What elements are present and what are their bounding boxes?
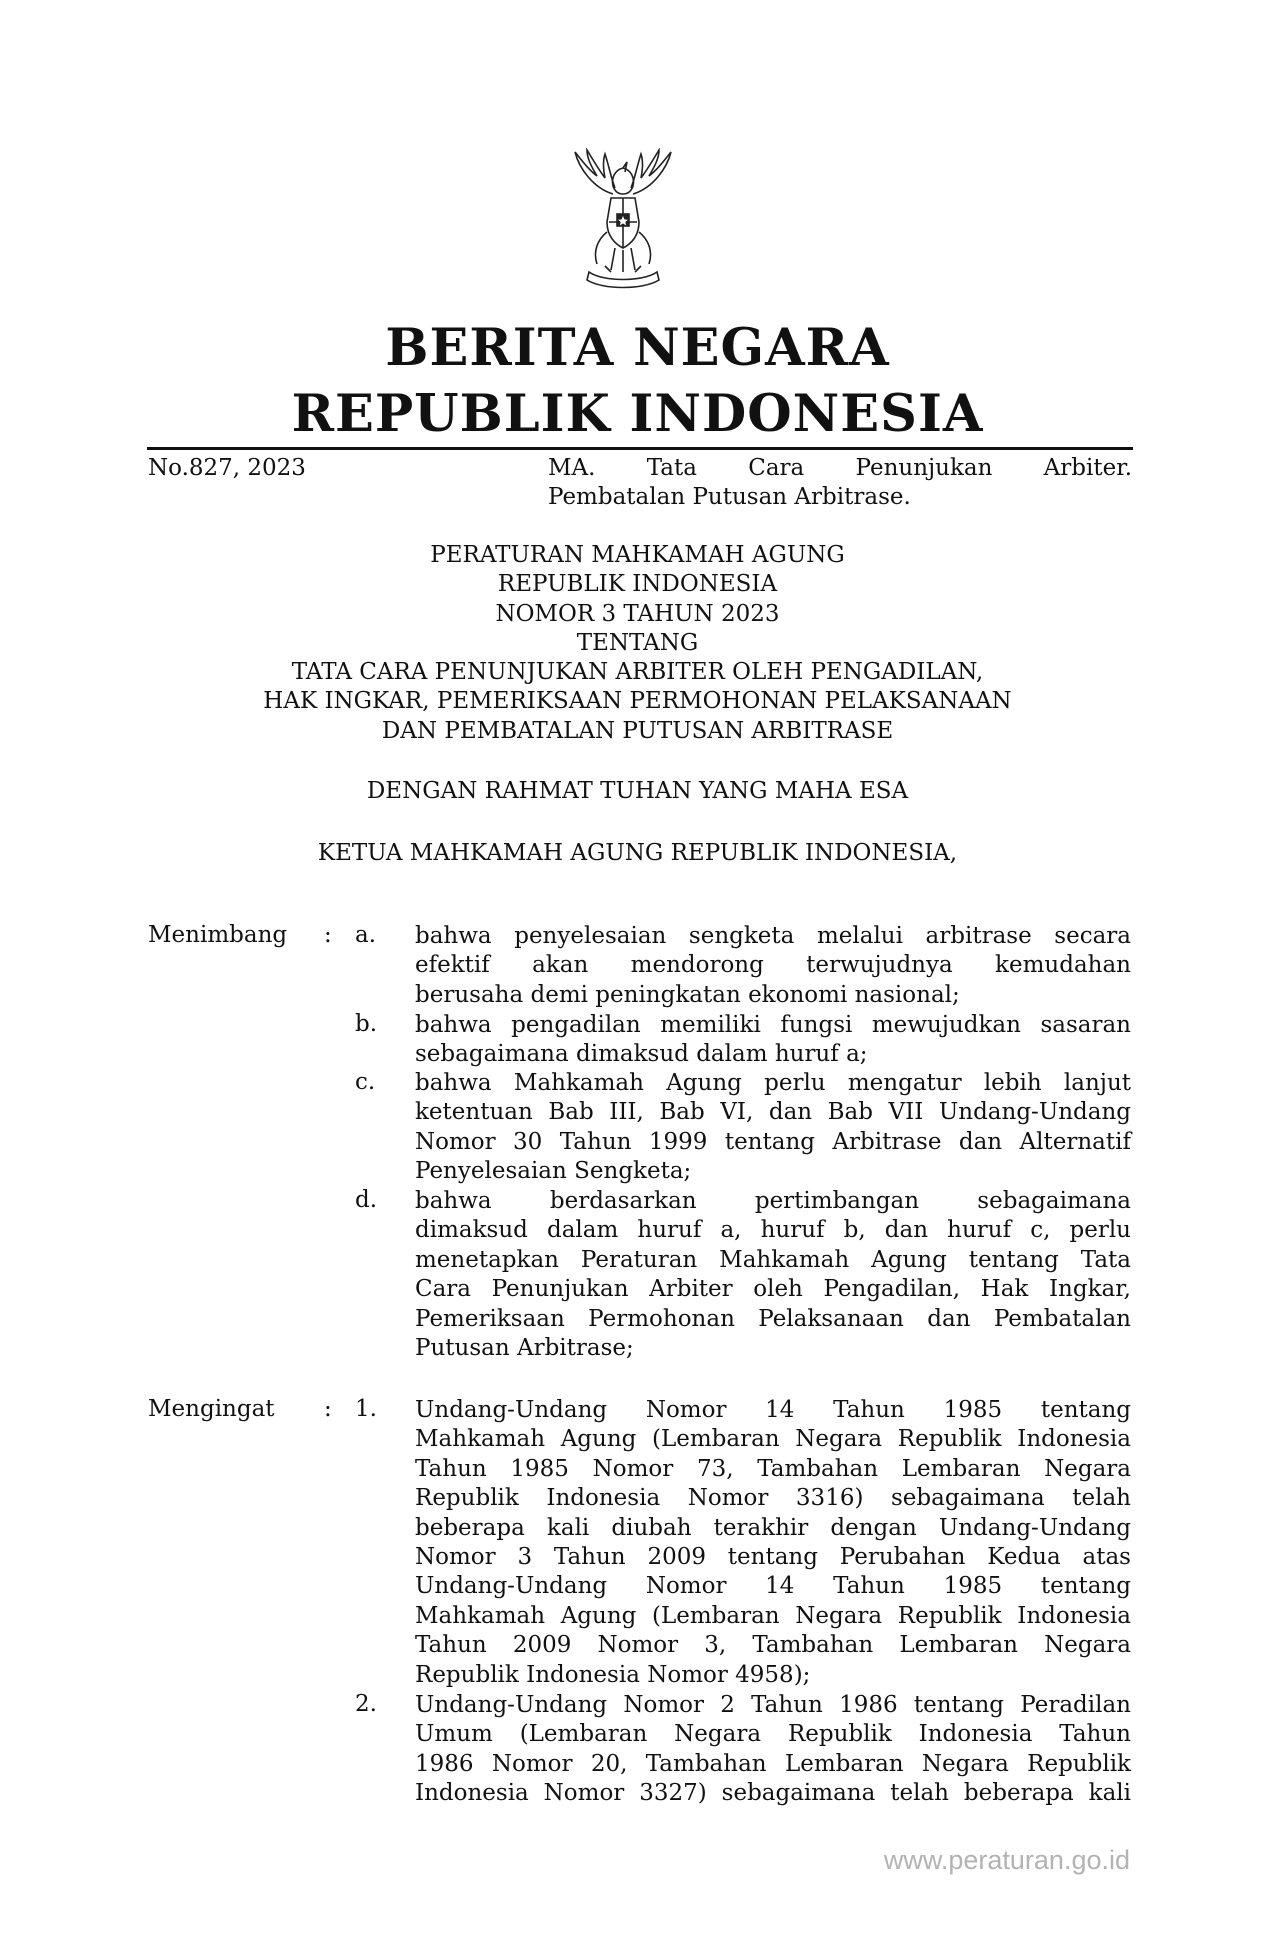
text-line: ketentuan Bab III, Bab VI, dan Bab VII Undang-Undang: [415, 1099, 1131, 1126]
heading-line: REPUBLIK INDONESIA: [497, 571, 778, 598]
heading-line: HAK INGKAR, PEMERIKSAAN PERMOHONAN PELAKSANAAN: [263, 688, 1012, 715]
issuer-line: KETUA MAHKAMAH AGUNG REPUBLIK INDONESIA,: [317, 840, 958, 866]
menimbang-item-b: [415, 1011, 1131, 1070]
text-line: bahwa penyelesaian sengketa melalui arbitrase secara: [415, 923, 1131, 949]
text-line: Putusan Arbitrase;: [415, 1335, 634, 1362]
menimbang-item-d: [415, 1187, 1131, 1363]
item-marker: 2.: [355, 1691, 377, 1717]
text-line: Pemeriksaan Permohonan Pelaksanaan dan Pembatalan: [415, 1305, 1131, 1332]
text-line: efektif akan mendorong terwujudnya kemudahan: [415, 952, 1131, 979]
menimbang-colon: :: [324, 922, 332, 948]
text-line: Indonesia Nomor 3327) sebagaimana telah beberapa kali: [415, 1780, 1131, 1807]
text-line: Nomor 30 Tahun 1999 tentang Arbitrase dan Alternatif: [415, 1128, 1131, 1155]
gazette-subject: [548, 454, 1132, 512]
text-line: bahwa berdasarkan pertimbangan sebagaimana: [415, 1188, 1131, 1214]
source-url: www.peraturan.go.id: [883, 1845, 1130, 1875]
mengingat-label: Mengingat: [148, 1396, 275, 1422]
masthead-title: BERITA NEGARA: [385, 318, 890, 378]
menimbang-item-a: [415, 922, 1131, 1010]
item-marker: a.: [355, 922, 377, 948]
text-line: Undang-Undang Nomor 14 Tahun 1985 tentang: [415, 1573, 1131, 1600]
text-line: Republik Indonesia Nomor 3316) sebagaimana telah: [415, 1485, 1131, 1512]
masthead-subtitle: REPUBLIK INDONESIA: [291, 384, 984, 444]
text-line: sebagaimana dimaksud dalam huruf a;: [415, 1041, 868, 1068]
mengingat-colon: :: [324, 1396, 332, 1422]
menimbang-label: Menimbang: [148, 922, 288, 948]
heading-line: DAN PEMBATALAN PUTUSAN ARBITRASE: [381, 717, 894, 744]
regulation-heading: [0, 541, 1275, 746]
heading-line: TENTANG: [576, 629, 699, 656]
heading-line: TATA CARA PENUNJUKAN ARBITER OLEH PENGADILAN,: [291, 659, 984, 686]
text-line: Nomor 3 Tahun 2009 tentang Perubahan Kedua atas: [415, 1544, 1131, 1571]
text-line: Mahkamah Agung (Lembaran Negara Republik Indonesia: [415, 1426, 1131, 1453]
gazette-number: No.827, 2023: [148, 455, 306, 481]
text-line: bahwa pengadilan memiliki fungsi mewujudkan sasaran: [415, 1012, 1131, 1038]
item-marker: b.: [355, 1011, 378, 1037]
text-line: Tahun 2009 Nomor 3, Tambahan Lembaran Negara: [415, 1632, 1131, 1659]
text-line: Mahkamah Agung (Lembaran Negara Republik Indonesia: [415, 1602, 1131, 1629]
opening-phrase: DENGAN RAHMAT TUHAN YANG MAHA ESA: [366, 778, 909, 804]
text-line: Undang-Undang Nomor 14 Tahun 1985 tentang: [415, 1397, 1131, 1423]
masthead-divider: [147, 447, 1133, 450]
mengingat-item-1: [415, 1396, 1131, 1690]
text-line: beberapa kali diubah terakhir dengan Undang-Undang: [415, 1514, 1131, 1541]
item-marker: d.: [355, 1187, 378, 1213]
text-line: Cara Penunjukan Arbiter oleh Pengadilan, Hak Ingkar,: [415, 1276, 1131, 1303]
text-line: 1986 Nomor 20, Tambahan Lembaran Negara Republik: [415, 1750, 1131, 1777]
text-line: bahwa Mahkamah Agung perlu mengatur lebih lanjut: [415, 1070, 1131, 1096]
heading-line: NOMOR 3 TAHUN 2023: [495, 600, 780, 627]
menimbang-item-c: [415, 1069, 1131, 1187]
text-line: dimaksud dalam huruf a, huruf b, dan huruf c, perlu: [415, 1217, 1131, 1244]
mengingat-item-2: [415, 1691, 1131, 1809]
text-line: menetapkan Peraturan Mahkamah Agung tentang Tata: [415, 1246, 1131, 1273]
item-marker: c.: [355, 1069, 376, 1095]
text-line: Penyelesaian Sengketa;: [415, 1158, 692, 1185]
text-line: Undang-Undang Nomor 2 Tahun 1986 tentang Peradilan: [415, 1692, 1131, 1718]
text-line: Tahun 1985 Nomor 73, Tambahan Lembaran Negara: [415, 1455, 1131, 1482]
text-line: berusaha demi peningkatan ekonomi nasional;: [415, 981, 960, 1008]
gazette-subject-line: MA. Tata Cara Penunjukan Arbiter.: [548, 455, 1132, 481]
text-line: Umum (Lembaran Negara Republik Indonesia Tahun: [415, 1721, 1131, 1748]
heading-line: PERATURAN MAHKAMAH AGUNG: [430, 542, 845, 568]
garuda-emblem: [553, 148, 693, 308]
item-marker: 1.: [355, 1396, 377, 1422]
text-line: Republik Indonesia Nomor 4958);: [415, 1661, 811, 1688]
gazette-subject-line: Pembatalan Putusan Arbitrase.: [548, 484, 911, 510]
